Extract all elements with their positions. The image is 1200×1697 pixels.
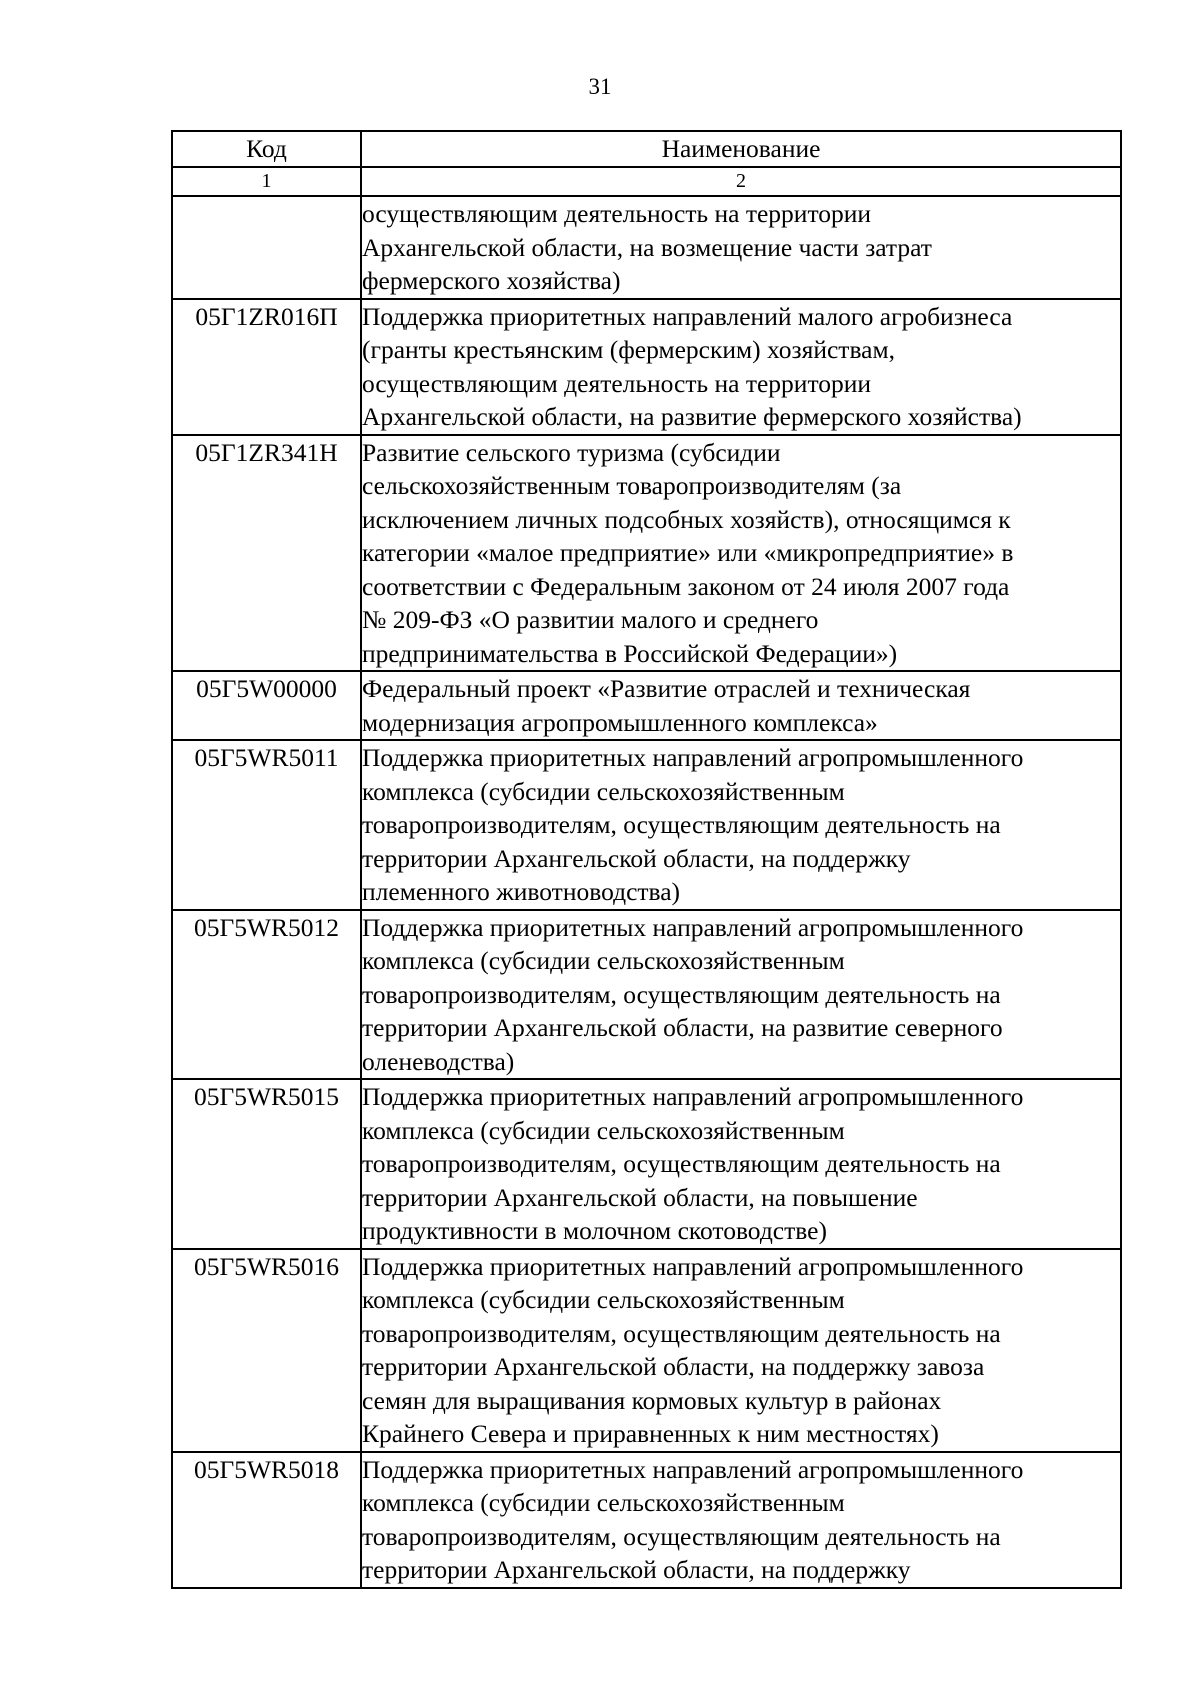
row-name-line: категории «малое предприятие» или «микропредприятие» в <box>362 538 1014 567</box>
row-name-line: товаропроизводителям, осуществляющим деятельность на <box>362 1149 1001 1178</box>
row-code: 05Г1ZR016П <box>172 299 361 435</box>
table-row <box>172 1452 1121 1588</box>
row-name-line: модернизация агропромышленного комплекса» <box>362 707 878 737</box>
row-name-line: территории Архангельской области, на поддержку завоза <box>362 1352 985 1381</box>
row-name-line: осуществляющим деятельность на территории <box>362 368 872 398</box>
row-name-line: комплекса (субсидии сельскохозяйственным <box>362 946 845 975</box>
row-name <box>361 1079 1121 1249</box>
row-name-line: Развитие сельского туризма (субсидии <box>362 437 781 467</box>
row-code <box>172 196 361 299</box>
row-name-line: товаропроизводителям, осуществляющим деятельность на <box>362 1521 1001 1551</box>
row-name-line: (гранты крестьянским (фермерским) хозяйствам, <box>362 335 895 364</box>
row-name-line: комплекса (субсидии сельскохозяйственным <box>362 1488 845 1517</box>
budget-codes-table <box>171 130 1122 1589</box>
row-name-line: оленеводства) <box>362 1046 515 1076</box>
table-row <box>172 299 1121 435</box>
row-name-line: Поддержка приоритетных направлений агропромышленного <box>362 912 1024 942</box>
row-name-line: Архангельской области, на развитие фермерского хозяйства) <box>362 402 1022 431</box>
row-name-line: Поддержка приоритетных направлений агропромышленного <box>362 1454 1024 1484</box>
row-name-line: исключением личных подсобных хозяйств), относящимся к <box>362 504 1011 534</box>
column-number-1: 1 <box>172 167 361 196</box>
header-name: Наименование <box>361 131 1121 167</box>
row-code: 05Г5W00000 <box>172 671 361 740</box>
row-name-line: товаропроизводителям, осуществляющим деятельность на <box>362 979 1001 1009</box>
table-row <box>172 740 1121 910</box>
row-name-line: Федеральный проект «Развитие отраслей и техническая <box>362 674 971 703</box>
row-name-line: Поддержка приоритетных направлений малого агробизнеса <box>362 301 1013 331</box>
row-name-line: товаропроизводителям, осуществляющим деятельность на <box>362 1318 1001 1348</box>
row-name <box>361 671 1121 740</box>
table-row <box>172 1079 1121 1249</box>
row-name-line: комплекса (субсидии сельскохозяйственным <box>362 1115 845 1145</box>
row-name <box>361 196 1121 299</box>
row-name <box>361 1452 1121 1588</box>
row-code: 05Г5WR5012 <box>172 910 361 1080</box>
row-name-line: территории Архангельской области, на поддержку <box>362 843 911 873</box>
row-name-line: комплекса (субсидии сельскохозяйственным <box>362 1285 845 1314</box>
row-name-line: Крайнего Севера и приравненных к ним местностях) <box>362 1419 939 1448</box>
row-name-line: товаропроизводителям, осуществляющим деятельность на <box>362 810 1001 839</box>
page-number: 31 <box>588 74 612 99</box>
row-name <box>361 1249 1121 1452</box>
row-name-line: № 209-ФЗ «О развитии малого и среднего <box>362 605 819 634</box>
row-name-line: Поддержка приоритетных направлений агропромышленного <box>362 1082 1024 1111</box>
table-body <box>172 196 1121 1588</box>
row-name-line: предпринимательства в Российской Федерации») <box>362 638 898 668</box>
row-code: 05Г5WR5018 <box>172 1452 361 1588</box>
header-code: Код <box>172 131 361 167</box>
row-name-line: соответствии с Федеральным законом от 24 июля 2007 года <box>362 571 1010 601</box>
row-name-line: продуктивности в молочном скотоводстве) <box>362 1216 827 1245</box>
row-name-line: сельскохозяйственным товаропроизводителям (за <box>362 471 902 500</box>
table-row <box>172 435 1121 672</box>
row-name <box>361 435 1121 672</box>
table-row <box>172 910 1121 1080</box>
row-name <box>361 910 1121 1080</box>
row-name-line: территории Архангельской области, на повышение <box>362 1182 918 1212</box>
row-name-line: территории Архангельской области, на развитие северного <box>362 1013 1003 1042</box>
table-row <box>172 1249 1121 1452</box>
row-name-line: осуществляющим деятельность на территории <box>362 199 872 228</box>
row-code: 05Г5WR5011 <box>172 740 361 910</box>
table-row <box>172 671 1121 740</box>
row-name-line: семян для выращивания кормовых культур в районах <box>362 1385 942 1415</box>
row-name-line: Поддержка приоритетных направлений агропромышленного <box>362 743 1024 772</box>
row-name <box>361 740 1121 910</box>
row-name-line: территории Архангельской области, на поддержку <box>362 1555 911 1584</box>
row-name-line: фермерского хозяйства) <box>362 266 621 295</box>
table-header-row <box>172 131 1121 167</box>
column-number-row <box>172 167 1121 196</box>
row-name-line: комплекса (субсидии сельскохозяйственным <box>362 776 845 806</box>
table-row <box>172 196 1121 299</box>
row-code: 05Г5WR5016 <box>172 1249 361 1452</box>
row-name-line: Архангельской области, на возмещение части затрат <box>362 232 932 262</box>
row-code: 05Г5WR5015 <box>172 1079 361 1249</box>
row-code: 05Г1ZR341Н <box>172 435 361 672</box>
column-number-2: 2 <box>361 167 1121 196</box>
row-name-line: Поддержка приоритетных направлений агропромышленного <box>362 1251 1024 1281</box>
row-name <box>361 299 1121 435</box>
row-name-line: племенного животноводства) <box>362 877 681 906</box>
